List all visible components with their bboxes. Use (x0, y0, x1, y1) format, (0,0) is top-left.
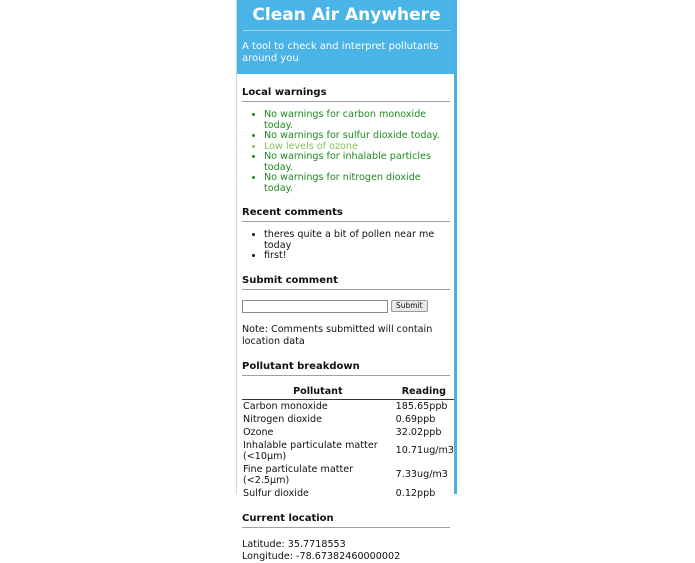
comments-list (242, 230, 450, 262)
table-row (242, 463, 454, 487)
column-header-reading: Reading (394, 386, 454, 400)
pollutant-name: Inhalable particulate matter (<10µm) (243, 439, 378, 462)
warnings-list (242, 110, 450, 194)
pollutant-name: Nitrogen dioxide (243, 413, 322, 425)
column-header-pollutant: Pollutant (242, 386, 394, 400)
location-note: Note: Comments submitted will contain location data (242, 323, 433, 347)
table-row (242, 487, 454, 500)
location-coordinates (242, 539, 450, 563)
pollutant-reading: 10.71ug/m3 (395, 445, 454, 456)
pollutant-reading: 0.69ppb (395, 413, 436, 425)
warning-item: • No warnings for nitrogen dioxide today. (264, 173, 450, 194)
table-row (242, 426, 454, 439)
comment-input[interactable] (242, 300, 388, 313)
table-row (242, 413, 454, 426)
current-location-heading: Current location (242, 512, 450, 528)
warning-item: • No warnings for sulfur dioxide today. (264, 131, 450, 142)
app-title: Clean Air Anywhere (243, 4, 450, 31)
comment-item: • theres quite a bit of pollen near me today (264, 230, 450, 251)
latitude-text: Latitude: 35.7718553 (242, 538, 346, 550)
warning-item: • Low levels of ozone (264, 142, 450, 153)
table-header-row (242, 386, 454, 400)
pollutant-name: Carbon monoxide (243, 400, 328, 412)
table-row (242, 439, 454, 463)
pollutant-reading: 7.33ug/m3 (395, 469, 448, 480)
main-content (237, 86, 454, 563)
pollutant-breakdown-heading: Pollutant breakdown (242, 360, 450, 376)
comment-form (242, 300, 450, 313)
pollutant-name: Ozone (243, 426, 274, 438)
submit-comment-heading: Submit comment (242, 274, 450, 290)
app-panel (236, 0, 457, 562)
pollutant-name: Sulfur dioxide (243, 487, 309, 499)
pollutant-reading: 32.02ppb (395, 426, 442, 438)
pollutant-table (242, 386, 454, 500)
submit-button[interactable]: Submit (391, 300, 428, 312)
warning-item: • No warnings for inhalable particles today. (264, 152, 450, 173)
comment-item: • first! (264, 251, 450, 262)
table-row (242, 399, 454, 413)
recent-comments-heading: Recent comments (242, 206, 450, 222)
app-header (237, 0, 454, 74)
pollutant-name: Fine particulate matter (<2.5µm) (243, 463, 354, 486)
longitude-text: Longitude: -78.67382460000002 (242, 550, 401, 562)
warning-item: • No warnings for carbon monoxide today. (264, 110, 450, 131)
local-warnings-heading: Local warnings (242, 86, 450, 102)
pollutant-reading: 185.65ppb (395, 400, 448, 412)
app-tagline: A tool to check and interpret pollutants around you (242, 41, 439, 64)
pollutant-reading: 0.12ppb (395, 487, 436, 499)
